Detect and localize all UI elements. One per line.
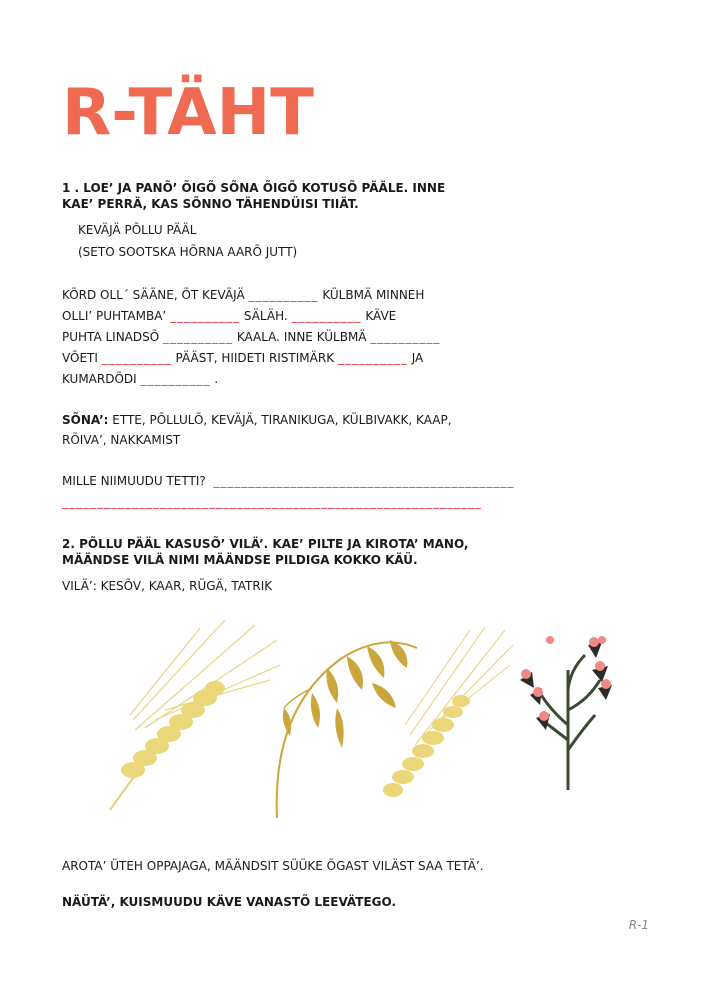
word-bank-words: ETTE, PÕLLULÕ, KEVÄJÄ, TIRANIKUGA, KÜLBIVAKK, KAAP, [108, 413, 452, 427]
fill-blank[interactable]: __________ [291, 309, 362, 323]
story-line-5 [62, 369, 218, 389]
fill-blank[interactable]: __________ [337, 351, 408, 365]
story-line-2 [62, 306, 396, 326]
fill-blank[interactable]: __________ [101, 351, 172, 365]
text-segment: . [210, 372, 219, 386]
question-text: MILLE NIIMUUDU TETTI? [62, 474, 206, 488]
text-segment: KAALA. INNE KÜLBMÄ [233, 330, 371, 344]
fill-blank[interactable]: __________ [140, 372, 211, 386]
fill-blank[interactable]: __________ [370, 330, 441, 344]
task1-heading-line1: 1 . LOE’ JA PANÕ’ ÕIGÕ SÕNA ÕIGÕ KOTUSÕ PÄÄLE. INNE [62, 181, 446, 195]
text-segment: PÄÄST, HIIDETI RISTIMÄRK [171, 351, 338, 365]
story-line-1 [62, 285, 424, 305]
text-segment: OLLI’ PUHTAMBA’ [62, 309, 171, 323]
story-title: KEVÄJÄ PÕLLU PÄÄL [78, 223, 197, 237]
fill-blank[interactable]: __________ [170, 309, 241, 323]
task2-heading-line1: 2. PÕLLU PÄÄL KASUSÕ’ VILÄ’. KAE’ PILTE JA KIROTA’ MANO, [62, 537, 469, 551]
fill-blank[interactable]: __________ [248, 288, 319, 302]
task2-heading-line2: MÄÄNDSE VILÄ NIMI MÄÄNDSE PILDIGA KOKKO KÄÜ. [62, 553, 418, 567]
story-line-3 [62, 327, 440, 347]
buckwheat-illustration [510, 630, 625, 790]
text-segment: JA [407, 351, 424, 365]
page-number: R-1 [628, 918, 649, 932]
discussion-prompt: AROTA’ ÜTEH OPPAJAGA, MÄÄNDSIT SÜÜKE ÕGAST VILÄST SAA TETÄ’. [62, 859, 484, 873]
text-segment: KÕRD OLL´ SÄÄNE, ÕT KEVÄJÄ [62, 288, 249, 302]
word-bank-line1 [62, 410, 452, 430]
text-segment: KÜLBMÄ MINNEH [318, 288, 425, 302]
show-prompt: NÄÜTÄ’, KUISMUUDU KÄVE VANASTÕ LEEVÄTEGO. [62, 895, 397, 909]
task1-heading-line2: KAE’ PERRÄ, KAS SÕNNO TÄHENDÜISI TIIÄT. [62, 197, 359, 211]
text-segment: KUMARDÕDI [62, 372, 141, 386]
text-segment: VÕETI [62, 351, 102, 365]
word-bank-label: SÕNA’: [62, 413, 109, 427]
text-segment: SÄLÄH. [240, 309, 292, 323]
barley-illustration [105, 620, 285, 815]
answer-blank[interactable]: ___________________________________________ [213, 474, 515, 488]
answer-blank-line2[interactable]: ____________________________________________________________ [62, 495, 482, 509]
story-line-4 [62, 348, 423, 368]
text-segment: PUHTA LINADSÕ [62, 330, 163, 344]
fill-blank[interactable]: __________ [163, 330, 233, 344]
text-segment: KÄVE [361, 309, 397, 323]
page-title: R-TÄHT [62, 76, 314, 150]
rye-illustration [375, 625, 515, 820]
story-source: (SETO SOOTSKA HÕRNA AARÕ JUTT) [78, 245, 298, 259]
grain-list: VILÄ’: KESÕV, KAAR, RÜGÄ, TATRIK [62, 579, 273, 593]
question-line [62, 471, 514, 491]
word-bank-line2: RÕIVA’, NAKKAMIST [62, 433, 181, 447]
